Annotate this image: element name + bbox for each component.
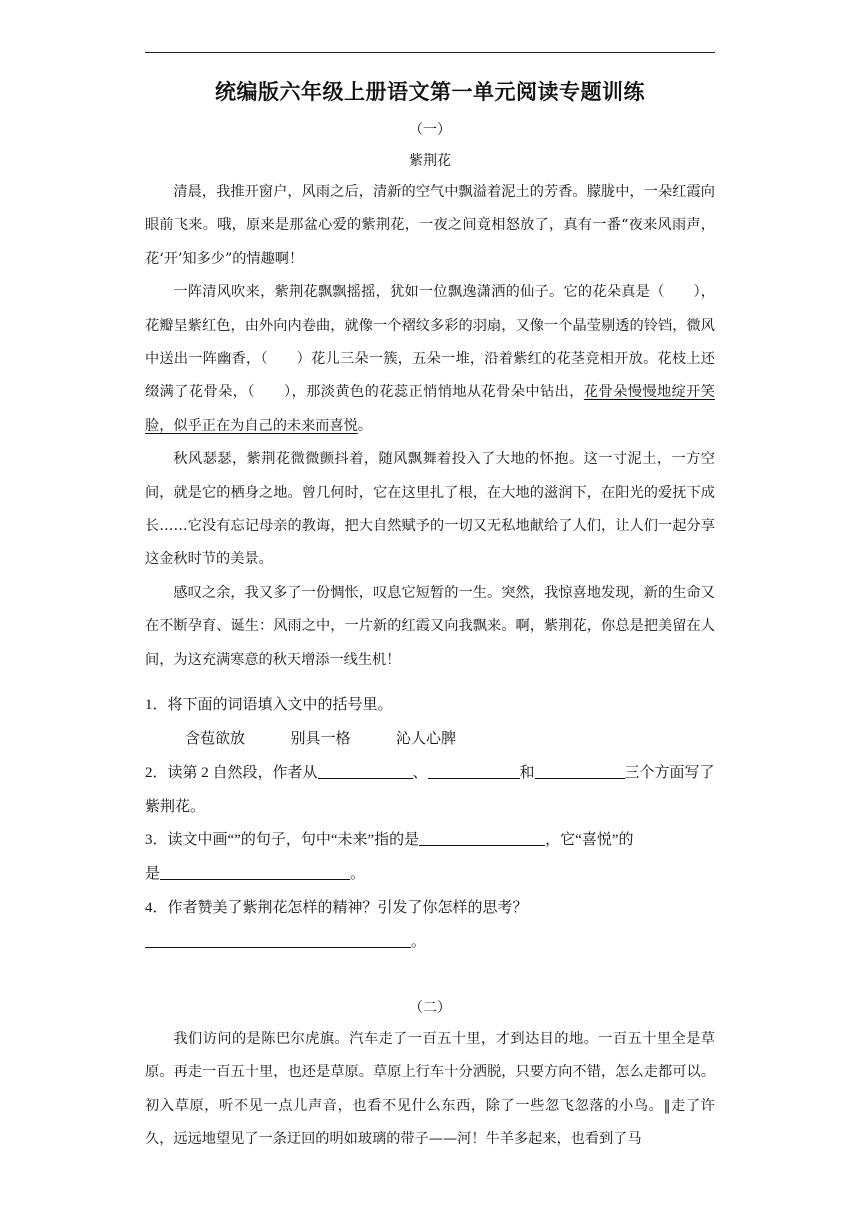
answer-blank[interactable] [428, 762, 520, 779]
question-3-mid: ”的句子，句中“未来”指的是 [234, 832, 420, 848]
paragraph-2-end: 。 [357, 417, 373, 434]
answer-blank[interactable] [535, 762, 625, 779]
answer-blank[interactable] [318, 762, 413, 779]
word-option: 别具一格 [290, 731, 351, 747]
page-title: 统编版六年级上册语文第一单元阅读专题训练 [215, 80, 645, 104]
section-number-1: （一） [409, 122, 451, 138]
paragraph-2-text: 一阵清风吹来，紫荆花飘飘摇摇，犹如一位飘逸潇洒的仙子。它的花朵真是（ ），花瓣呈紫红色，由外向内卷曲，就像一个褶纹多彩的羽扇，又像一个晶莹剔透的铃铛，微风中送出一阵幽香，（ ）花儿三朵一簇，五朵一堆，沿着紫红的花茎竞相开放。花枝上还缀满了花骨朵，（ ），那淡黄色的花蕊正悄悄地从花骨朵中钻出， [145, 284, 715, 401]
passage-title: 紫荆花 [409, 153, 451, 169]
paragraph-1: 清晨，我推开窗户，风雨之后，清新的空气中飘溢着泥土的芳香。朦胧中，一朵红霞向眼前飞来。哦，原来是那盆心爱的紫荆花，一夜之间竟相怒放了，真有一番“夜来风雨声，花‘开’知多少”的情趣啊！ [145, 184, 715, 267]
answer-blank[interactable] [419, 829, 545, 846]
underlined-sentence: 花骨朵慢慢地绽开笑脸，似乎正在为自己的未来而喜悦 [145, 384, 715, 434]
answer-blank[interactable] [145, 931, 411, 948]
paragraph-4: 感叹之余，我又多了一份惆怅，叹息它短暂的一生。突然，我惊喜地发现，新的生命又在不断孕育、诞生：风雨之中，一片新的红霞又向我飘来。啊，紫荆花，你总是把美留在人间，为这充满寒意的秋天增添一线生机！ [145, 584, 715, 668]
question-2-continued: 紫荆花。 [145, 799, 206, 815]
question-4-end: 。 [411, 934, 427, 950]
question-3-tail: ，它“喜悦”的 [545, 832, 634, 848]
passage-body-2 [145, 1023, 715, 1157]
question-1: 1．将下面的词语填入文中的括号里。 [145, 697, 393, 713]
question-4: 4．作者赞美了紫荆花怎样的精神？引发了你怎样的思考？ [145, 900, 528, 916]
separator: 和 [519, 765, 535, 781]
question-3 [145, 828, 725, 849]
paragraph-section2: 我们访问的是陈巴尔虎旗。汽车走了一百五十里，才到达目的地。一百五十里全是草原。再走一百五十里，也还是草原。草原上行车十分洒脱，只要方向不错，怎么走都可以。初入草原，听不见一点儿声音，也看不见什么东西，除了一些忽飞忽落的小鸟。‖走了许久，远远地望见了一条迂回的明如玻璃的带子——河！牛羊多起来，也看到了马 [145, 1031, 715, 1148]
passage-body-1 [145, 176, 715, 677]
separator: 、 [412, 765, 428, 781]
question-2 [145, 761, 725, 782]
question-3-text: 3．读文中画“ [145, 832, 235, 848]
question-3-end: 。 [350, 866, 366, 882]
paragraph-3: 秋风瑟瑟，紫荆花微微颤抖着，随风飘舞着投入了大地的怀抱。这一寸泥土，一方空间，就是它的栖身之地。曾几何时，它在这里扎了根，在大地的滋润下，在阳光的爱抚下成长……它没有忘记母亲的教诲，把大自然赋予的一切又无私地献给了人们，让人们一起分享这金秋时节的美景。 [145, 451, 715, 568]
word-option: 含苞欲放 [185, 731, 246, 747]
question-3-continued [145, 862, 725, 883]
question-2-text: 2．读第 2 自然段，作者从 [145, 765, 318, 781]
answer-blank[interactable] [160, 863, 350, 880]
word-bank [185, 727, 765, 748]
section-number-2: （二） [409, 1000, 451, 1016]
question-4-answer [145, 930, 725, 951]
question-3-lead: 是 [145, 866, 161, 882]
word-option: 沁人心脾 [396, 731, 457, 747]
paragraph-2 [145, 276, 715, 443]
header-rule [145, 52, 715, 53]
question-2-tail: 三个方面写了 [624, 765, 715, 781]
